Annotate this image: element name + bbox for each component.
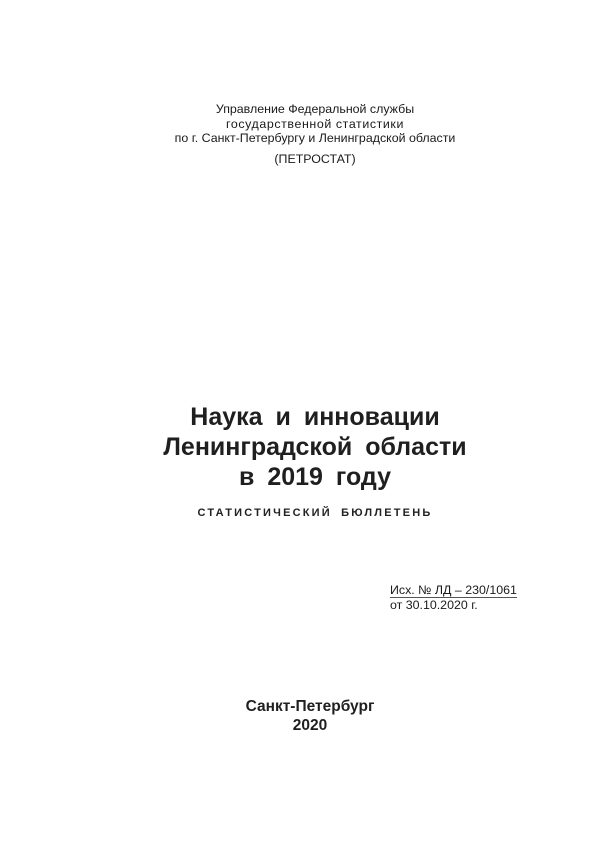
outgoing-reference <box>390 583 517 612</box>
imprint <box>0 697 610 735</box>
agency-name-line-1: Управление Федеральной службы <box>215 102 415 116</box>
agency-name-line-3: по г. Санкт-Петербургу и Ленинградской области <box>174 131 456 145</box>
reference-date: от 30.10.2020 г. <box>390 598 478 612</box>
agency-name-line-2: государственной статистики <box>226 116 404 131</box>
title-line-1: Наука и инновации <box>190 403 440 431</box>
title-line-3: в 2019 году <box>239 463 391 491</box>
imprint-city: Санкт-Петербург <box>245 698 375 715</box>
document-title <box>0 402 610 492</box>
title-line-2: Ленинградской области <box>163 433 467 461</box>
agency-header <box>0 102 610 166</box>
reference-number: Исх. № ЛД – 230/1061 <box>390 583 517 597</box>
imprint-year: 2020 <box>292 717 328 734</box>
document-subtitle: СТАТИСТИЧЕСКИЙ БЮЛЛЕТЕНЬ <box>197 507 433 519</box>
agency-abbreviation: (ПЕТРОСТАТ) <box>274 151 356 166</box>
